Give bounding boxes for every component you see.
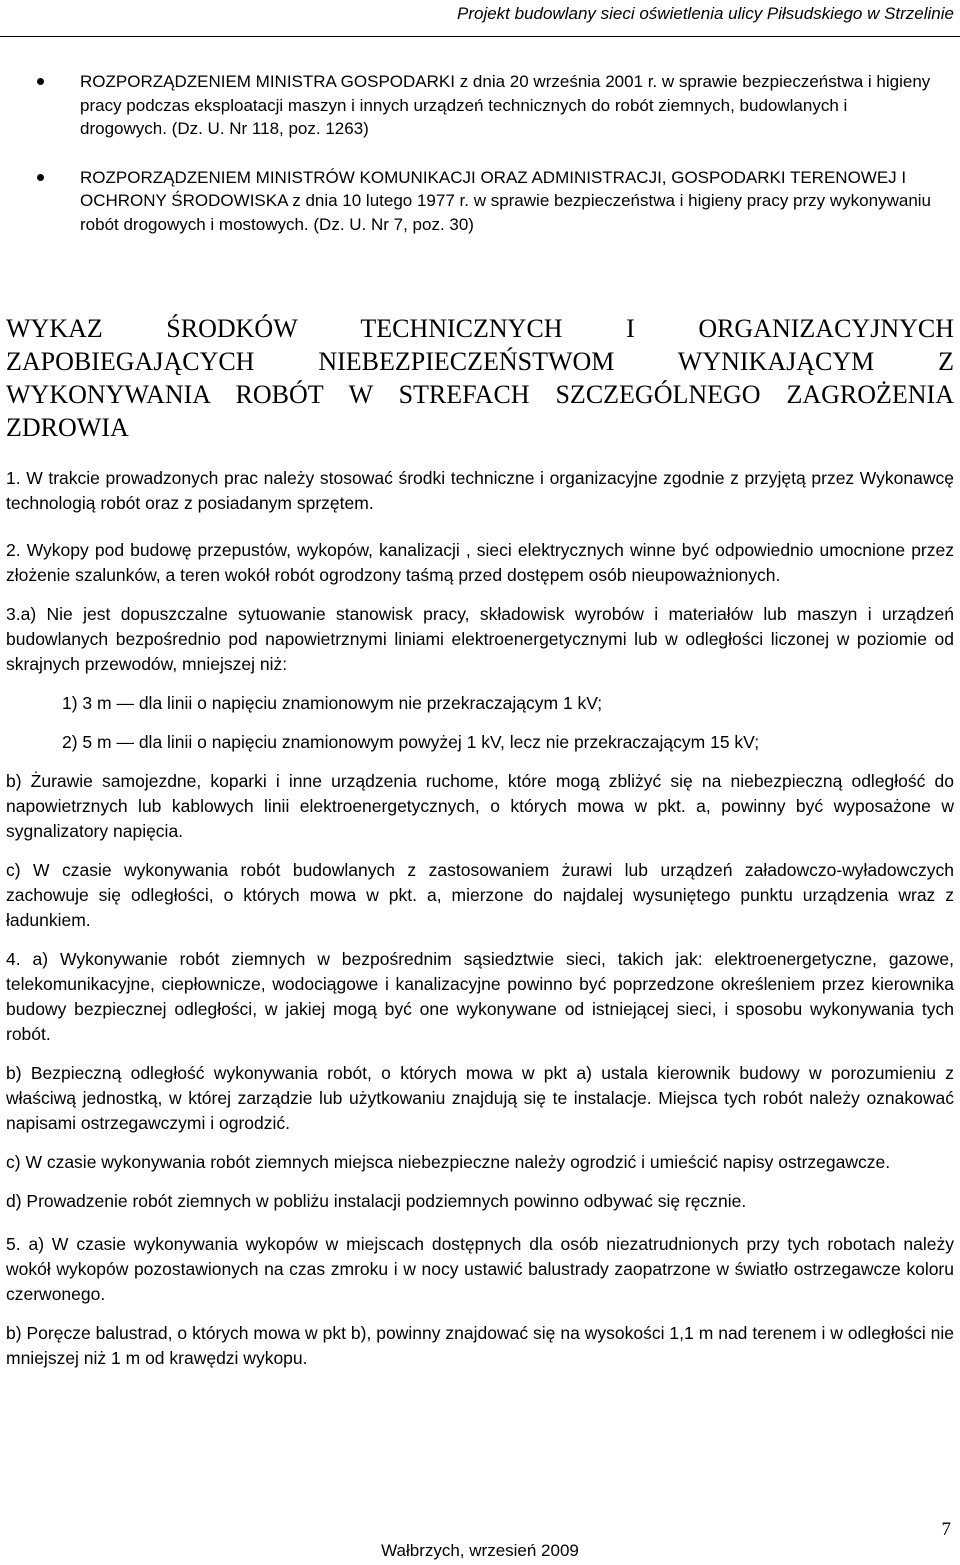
section-heading: WYKAZ ŚRODKÓW TECHNICZNYCH I ORGANIZACYJNYCH ZAPOBIEGAJĄCYCH NIEBEZPIECZEŃSTWOM WYNIKAJĄCYM Z WYKONYWANIA ROBÓT W STREFACH SZCZEGÓLNEGO ZAGROŻENIA ZDROWIA bbox=[6, 314, 954, 442]
paragraph-5b: b) Poręcze balustrad, o których mowa w pkt b), powinny znajdować się na wysokości 1,1 m nad terenem i w odległości nie mniejszej niż 1 m od krawędzi wykopu. bbox=[6, 1323, 954, 1368]
paragraph-3a-item-1: 1) 3 m — dla linii o napięciu znamionowym nie przekraczającym 1 kV; bbox=[62, 693, 603, 713]
regulation-item bbox=[0, 166, 960, 237]
paragraph-4c: c) W czasie wykonywania robót ziemnych miejsca niebezpieczne należy ogrodzić i umieścić napisy ostrzegawcze. bbox=[6, 1152, 891, 1172]
regulation-text: ROZPORZĄDZENIEM MINISTRA GOSPODARKI z dnia 20 września 2001 r. w sprawie bezpieczeństwa i higieny pracy podczas eksploatacji maszyn i innych urządzeń technicznych do robót ziemnych, budowlanych i drogowych. (Dz. U. Nr 118, poz. 1263) bbox=[80, 72, 931, 138]
paragraph-1: 1. W trakcie prowadzonych prac należy stosować środki techniczne i organizacyjne zgodnie z przyjętą przez Wykonawcę technologią robót oraz z posiadanym sprzętem. bbox=[6, 468, 954, 513]
header-divider bbox=[0, 36, 960, 37]
paragraph-3a-item-2: 2) 5 m — dla linii o napięciu znamionowym powyżej 1 kV, lecz nie przekraczającym 15 kV; bbox=[62, 732, 760, 752]
paragraph-4b: b) Bezpieczną odległość wykonywania robót, o których mowa w pkt a) ustala kierownik budowy w porozumieniu z właściwą jednostką, w której zarządzie lub użytkowaniu znajdują się te instalacje. Miejsca tych robót należy oznakować napisami ostrzegawczymi i ogrodzić. bbox=[6, 1063, 954, 1133]
paragraph-3c: c) W czasie wykonywania robót budowlanych z zastosowaniem żurawi lub urządzeń załadowczo-wyładowczych zachowuje się odległości, o których mowa w pkt. a, mierzone do najdalej wysuniętego punktu urządzenia wraz z ładunkiem. bbox=[6, 860, 954, 930]
regulation-list bbox=[0, 70, 960, 261]
paragraph-5a: 5. a) W czasie wykonywania wykopów w miejscach dostępnych dla osób niezatrudnionych przy tych robotach należy wokół wykopów pozostawionych na czas zmroku i w nocy ustawić balustrady zaopatrzone w światło ostrzegawcze koloru czerwonego. bbox=[6, 1234, 954, 1304]
paragraph-2: 2. Wykopy pod budowę przepustów, wykopów, kanalizacji , sieci elektrycznych winne być odpowiednio umocnione przez złożenie szalunków, a teren wokół robót ogrodzony taśmą przed dostępem osób nieupoważnionych. bbox=[6, 540, 954, 585]
paragraph-4d: d) Prowadzenie robót ziemnych w pobliżu instalacji podziemnych powinno odbywać się ręcznie. bbox=[6, 1191, 747, 1211]
bullet-icon bbox=[37, 78, 44, 85]
page-number: 7 bbox=[941, 1519, 951, 1540]
bullet-icon bbox=[37, 174, 44, 181]
paragraph-3b: b) Żurawie samojezdne, koparki i inne urządzenia ruchome, które mogą zbliżyć się na niebezpieczną odległość do napowietrznych lub kablowych linii elektroenergetycznych, o których mowa w pkt. a, powinny być wyposażone w sygnalizatory napięcia. bbox=[6, 771, 954, 841]
document-body bbox=[6, 466, 954, 1371]
regulation-item bbox=[0, 70, 960, 141]
paragraph-3a: 3.a) Nie jest dopuszczalne sytuowanie stanowisk pracy, składowisk wyrobów i materiałów lub maszyn i urządzeń budowlanych bezpośrednio pod napowietrznymi liniami elektroenergetycznymi lub w odległości liczonej w poziomie od skrajnych przewodów, mniejszej niż: bbox=[6, 604, 954, 674]
footer-place-date: Wałbrzych, wrzesień 2009 bbox=[381, 1541, 579, 1560]
document-header-title: Projekt budowlany sieci oświetlenia ulicy Piłsudskiego w Strzelinie bbox=[456, 4, 954, 23]
paragraph-4a: 4. a) Wykonywanie robót ziemnych w bezpośrednim sąsiedztwie sieci, takich jak: elektroenergetyczne, gazowe, telekomunikacyjne, ciepłownicze, wodociągowe i kanalizacyjne powinno być poprzedzone określeniem przez kierownika budowy bezpiecznej odległości, w jakiej mogą być one wykonywane od istniejącej sieci, i sposobu wykonywania tych robót. bbox=[6, 949, 954, 1044]
regulation-text: ROZPORZĄDZENIEM MINISTRÓW KOMUNIKACJI ORAZ ADMINISTRACJI, GOSPODARKI TERENOWEJ I OCHRONY ŚRODOWISKA z dnia 10 lutego 1977 r. w sprawie bezpieczeństwa i higieny pracy przy wykonywaniu robót drogowych i mostowych. (Dz. U. Nr 7, poz. 30) bbox=[80, 167, 932, 234]
